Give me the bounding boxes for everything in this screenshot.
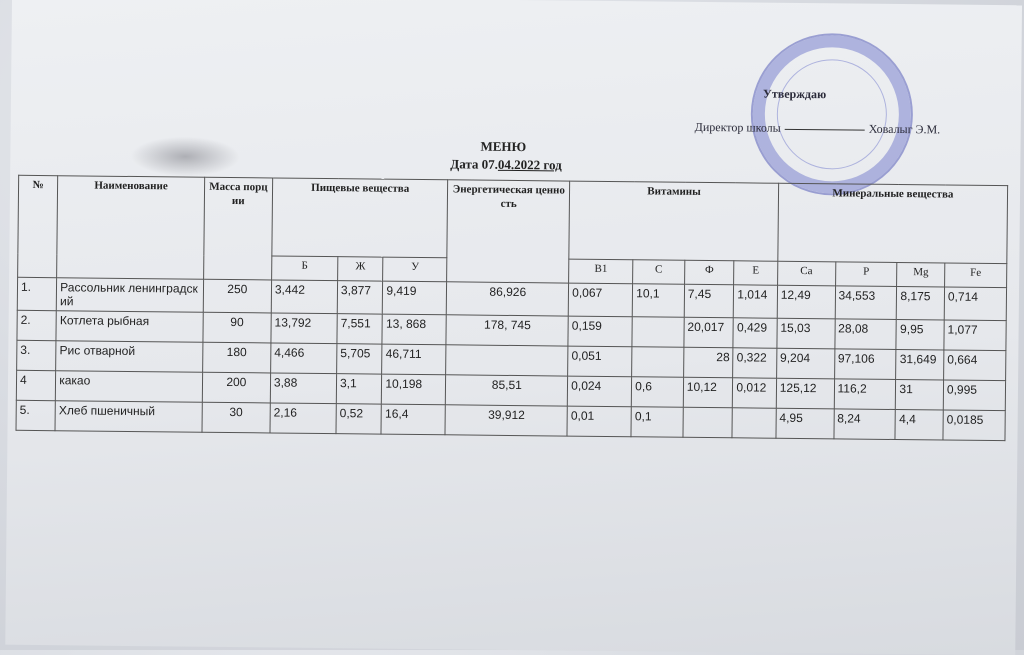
cell-e	[732, 408, 776, 438]
cell-u: 9,419	[383, 281, 447, 315]
director-label: Директор школы	[694, 119, 781, 135]
cell-p: 97,106	[834, 349, 896, 380]
sub-header-e: Е	[734, 261, 778, 285]
cell-e: 1,014	[734, 285, 778, 318]
cell-b1: 0,051	[568, 346, 632, 377]
menu-sheet	[5, 0, 1022, 655]
cell-mass: 250	[203, 279, 271, 313]
cell-fe: 1,077	[944, 320, 1006, 351]
cell-mass: 200	[202, 372, 270, 403]
cell-u: 13, 868	[382, 314, 446, 345]
cell-f: 10,12	[683, 377, 733, 408]
sub-header-b: Б	[272, 256, 338, 281]
cell-mg: 4,4	[895, 409, 943, 439]
col-vitamins-header: Витамины	[569, 181, 778, 261]
menu-table	[16, 175, 1009, 441]
cell-p: 28,08	[834, 319, 896, 350]
cell-zh: 3,1	[336, 374, 382, 404]
cell-b: 4,466	[271, 343, 337, 374]
cell-f	[683, 407, 733, 438]
sub-header-u: У	[383, 257, 447, 282]
menu-date	[450, 156, 562, 173]
cell-e: 0,322	[733, 348, 777, 378]
cell-p: 116,2	[834, 379, 896, 410]
col-name-header: Наименование	[57, 176, 205, 280]
cell-mass: 30	[202, 402, 270, 433]
sub-header-p: Р	[835, 262, 897, 287]
director-line	[695, 120, 941, 138]
cell-energy	[446, 345, 568, 376]
cell-e: 0,012	[733, 378, 777, 408]
cell-name: Хлеб пшеничный	[55, 401, 202, 433]
cell-energy: 86,926	[447, 282, 569, 316]
cell-energy: 39,912	[445, 405, 567, 436]
cell-energy: 85,51	[446, 375, 568, 406]
date-prefix: Дата 07.	[450, 156, 499, 172]
cell-fe: 0,995	[943, 380, 1005, 411]
cell-energy: 178, 745	[446, 315, 568, 346]
cell-ca: 12,49	[777, 285, 835, 319]
cell-name: Рис отварной	[56, 341, 203, 373]
cell-mg: 31	[896, 380, 944, 410]
cell-b: 3,88	[270, 373, 336, 404]
cell-num: 4	[16, 370, 56, 400]
cell-u: 10,198	[382, 374, 446, 405]
sub-header-b1: В1	[569, 259, 633, 284]
sub-header-ca: Са	[777, 261, 835, 286]
signature	[785, 129, 865, 131]
cell-f: 20,017	[684, 317, 734, 348]
cell-fe: 0,714	[944, 287, 1006, 321]
cell-p: 8,24	[834, 409, 896, 440]
cell-mg: 8,175	[897, 287, 945, 320]
director-name: Ховалыг Э.М.	[868, 121, 941, 137]
col-minerals-header: Минеральные вещества	[778, 183, 1008, 263]
col-energy-header: Энергетическая ценность	[447, 180, 570, 283]
cell-ca: 125,12	[776, 378, 834, 409]
cell-u: 16,4	[381, 404, 445, 435]
cell-c	[632, 347, 684, 378]
cell-c: 0,6	[632, 377, 684, 408]
school-stamp	[750, 32, 914, 196]
cell-f: 7,45	[684, 284, 734, 318]
approval-label: Утверждаю	[763, 86, 827, 102]
cell-u: 46,711	[382, 344, 446, 375]
cell-mass: 180	[202, 342, 270, 373]
col-mass-header: Масса порции	[203, 177, 272, 280]
cell-b1: 0,01	[567, 406, 631, 437]
menu-title: МЕНЮ	[480, 138, 527, 155]
sub-header-fe: Fe	[945, 263, 1007, 288]
sub-header-c: С	[633, 260, 685, 285]
cell-c: 0,1	[631, 407, 683, 438]
sub-header-mg: Mg	[897, 263, 945, 287]
cell-zh: 3,877	[337, 281, 383, 314]
cell-b1: 0,067	[568, 283, 632, 317]
cell-e: 0,429	[733, 318, 777, 348]
cell-mass: 90	[203, 312, 271, 343]
cell-zh: 5,705	[337, 344, 383, 374]
cell-fe: 0,0185	[943, 410, 1005, 441]
cell-zh: 0,52	[336, 404, 382, 434]
cell-name: Котлета рыбная	[56, 311, 203, 343]
cell-num: 5.	[16, 400, 56, 430]
sub-header-f: Ф	[684, 260, 734, 285]
col-nutrients-header: Пищевые вещества	[272, 178, 448, 258]
cell-zh: 7,551	[337, 314, 383, 344]
cell-c	[632, 317, 684, 348]
cell-name: какао	[56, 371, 203, 403]
cell-num: 3.	[17, 340, 57, 370]
cell-b: 2,16	[270, 403, 336, 434]
cell-name: Рассольник ленинградский	[56, 278, 203, 313]
paper-shadow	[130, 136, 240, 177]
cell-b: 3,442	[271, 280, 337, 314]
cell-ca: 9,204	[776, 348, 834, 379]
cell-num: 2.	[17, 310, 57, 340]
cell-p: 34,553	[835, 286, 897, 320]
cell-c: 10,1	[632, 284, 684, 318]
cell-b1: 0,024	[568, 376, 632, 407]
cell-b: 13,792	[271, 313, 337, 344]
cell-mg: 9,95	[896, 320, 944, 350]
sub-header-zh: Ж	[338, 257, 384, 281]
cell-ca: 4,95	[776, 408, 834, 439]
col-num-header: №	[18, 175, 58, 277]
cell-ca: 15,03	[777, 318, 835, 349]
cell-mg: 31,649	[896, 350, 944, 380]
date-value: 04.2022 год	[497, 156, 562, 173]
cell-b1: 0,159	[568, 316, 632, 347]
cell-fe: 0,664	[944, 350, 1006, 381]
cell-f: 28	[683, 347, 733, 378]
cell-num: 1.	[17, 277, 57, 310]
